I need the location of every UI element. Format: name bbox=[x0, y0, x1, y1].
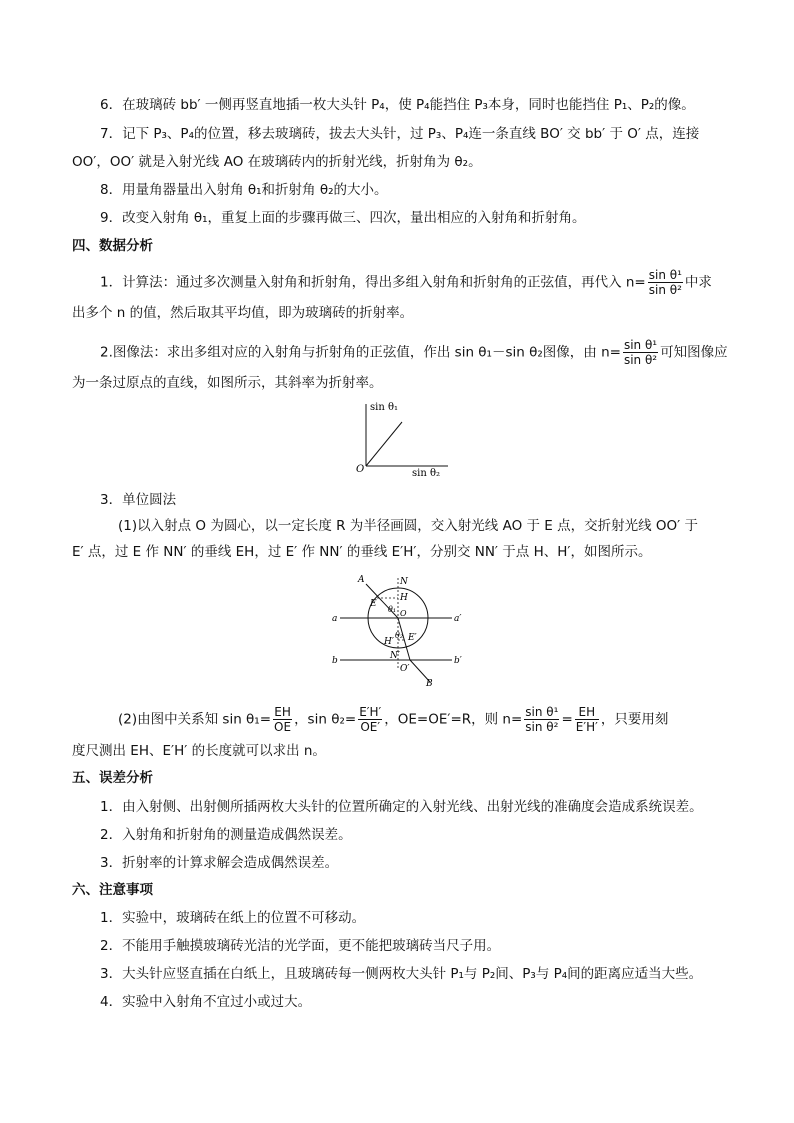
y-axis-label: sin θ₁ bbox=[370, 402, 398, 413]
frac-den: sin θ² bbox=[525, 720, 559, 734]
unit-circle-diagram bbox=[330, 570, 470, 688]
n-fraction bbox=[648, 268, 683, 297]
frac-num: sin θ¹ bbox=[648, 268, 682, 282]
sin-graph bbox=[350, 398, 450, 478]
p2-text-e: ，只要用刻 bbox=[600, 711, 669, 728]
note-item-1: 1．实验中，玻璃砖在纸上的位置不可移动。 bbox=[100, 910, 366, 926]
note-item-2: 2．不能用手触摸玻璃砖光洁的光学面，更不能把玻璃砖当尺子用。 bbox=[100, 938, 501, 954]
unit-circle-p1a: (1)以入射点 O 为圆心，以一定长度 R 为半径画圆，交入射光线 AO 于 E 点，交折射光线 OO′ 于 bbox=[118, 518, 699, 534]
label-H: H bbox=[400, 593, 408, 603]
label-N: N bbox=[400, 577, 408, 587]
step-8: 8．用量角器量出入射角 θ₁和折射角 θ₂的大小。 bbox=[100, 182, 388, 198]
graph-method-line1 bbox=[100, 338, 728, 367]
frac-den: E′H′ bbox=[575, 720, 598, 734]
sin2-fraction bbox=[358, 705, 382, 734]
label-O: O bbox=[400, 609, 407, 618]
step-7-cont: OO′，OO′ 就是入射光线 AO 在玻璃砖内的折射光线，折射角为 θ₂。 bbox=[72, 154, 482, 170]
label-E: E bbox=[370, 599, 377, 609]
label-theta1: θ₁ bbox=[388, 605, 397, 614]
step-9: 9．改变入射角 θ₁，重复上面的步骤再做三、四次，量出相应的入射角和折射角。 bbox=[100, 210, 586, 226]
error-item-1: 1．由入射侧、出射侧所插两枚大头针的位置所确定的入射光线、出射光线的准确度会造成系统误差。 bbox=[100, 799, 703, 815]
n-fraction-2 bbox=[623, 338, 658, 367]
ratio-fraction bbox=[575, 705, 599, 734]
proportional-line bbox=[366, 422, 402, 466]
frac-num: EH bbox=[274, 705, 291, 719]
section-5-title: 五、误差分析 bbox=[72, 770, 153, 786]
frac-num: sin θ¹ bbox=[623, 338, 658, 352]
label-A: A bbox=[358, 575, 365, 585]
p2-text-c: ，OE=OE′=R，则 n= bbox=[384, 711, 523, 728]
frac-num: sin θ¹ bbox=[525, 705, 559, 719]
error-item-2: 2．入射角和折射角的测量造成偶然误差。 bbox=[100, 827, 352, 843]
p2-text-b: ，sin θ₂= bbox=[294, 711, 357, 728]
unit-circle-p3: 度尺测出 EH、E′H′ 的长度就可以求出 n。 bbox=[72, 743, 326, 759]
label-theta2: θ₂ bbox=[395, 631, 404, 640]
frac-num: EH bbox=[575, 705, 599, 720]
sin1-fraction bbox=[273, 705, 292, 734]
origin-label: O bbox=[356, 464, 365, 475]
label-b-prime: b′ bbox=[454, 656, 462, 666]
p2-text-d: = bbox=[561, 711, 573, 728]
calc-text-b: 中求 bbox=[684, 274, 712, 291]
label-b: b bbox=[332, 656, 338, 666]
note-item-3: 3．大头针应竖直插在白纸上，且玻璃砖每一侧两枚大头针 P₁与 P₂间、P₃与 P₄间的距离应适当大些。 bbox=[100, 966, 703, 982]
label-E-prime: E′ bbox=[408, 633, 417, 643]
frac-num: E′H′ bbox=[359, 705, 382, 719]
calc-method-line1 bbox=[100, 268, 712, 297]
x-axis-label: sin θ₂ bbox=[412, 468, 440, 478]
label-B: B bbox=[426, 679, 433, 688]
section-4-title: 四、数据分析 bbox=[72, 238, 153, 254]
label-a: a bbox=[332, 614, 338, 624]
section-6-title: 六、注意事项 bbox=[72, 882, 153, 898]
note-item-4: 4．实验中入射角不宜过小或过大。 bbox=[100, 994, 312, 1010]
error-item-3: 3．折射率的计算求解会造成偶然误差。 bbox=[100, 855, 339, 871]
calc-text-a: 1．计算法：通过多次测量入射角和折射角，得出多组入射角和折射角的正弦值，再代入 n= bbox=[100, 274, 646, 291]
step-6: 6．在玻璃砖 bb′ 一侧再竖直地插一枚大头针 P₄，使 P₄能挡住 P₃本身，同时也能挡住 P₁、P₂的像。 bbox=[100, 97, 695, 113]
unit-circle-p2 bbox=[118, 705, 668, 734]
label-a-prime: a′ bbox=[454, 614, 462, 624]
graph-text-b: 可知图像应 bbox=[660, 344, 728, 361]
label-N-prime: N′ bbox=[390, 651, 400, 661]
frac-den: sin θ² bbox=[648, 283, 682, 297]
label-H-prime: H′ bbox=[384, 637, 394, 647]
frac-den: OE bbox=[274, 720, 292, 734]
step-7: 7．记下 P₃、P₄的位置，移去玻璃砖，拔去大头针，过 P₃、P₄连一条直线 BO′ 交 bb′ 于 O′ 点，连接 bbox=[100, 126, 700, 142]
frac-den: OE′ bbox=[360, 720, 381, 734]
graph-method-line2: 为一条过原点的直线，如图所示，其斜率为折射率。 bbox=[72, 375, 383, 391]
p2-text-a: (2)由图中关系知 sin θ₁= bbox=[118, 711, 272, 728]
label-O-prime: O′ bbox=[400, 664, 410, 674]
unit-circle-title: 3．单位圆法 bbox=[100, 492, 177, 508]
n-fraction-3 bbox=[524, 705, 559, 734]
graph-text-a: 2.图像法：求出多组对应的入射角与折射角的正弦值，作出 sin θ₁－sin θ₂图像，由 n= bbox=[100, 344, 621, 361]
frac-den: sin θ² bbox=[623, 353, 658, 367]
calc-method-line2: 出多个 n 的值，然后取其平均值，即为玻璃砖的折射率。 bbox=[72, 305, 414, 321]
unit-circle-p1b: E′ 点，过 E 作 NN′ 的垂线 EH，过 E′ 作 NN′ 的垂线 E′H′，分别交 NN′ 于点 H、H′，如图所示。 bbox=[72, 544, 652, 560]
